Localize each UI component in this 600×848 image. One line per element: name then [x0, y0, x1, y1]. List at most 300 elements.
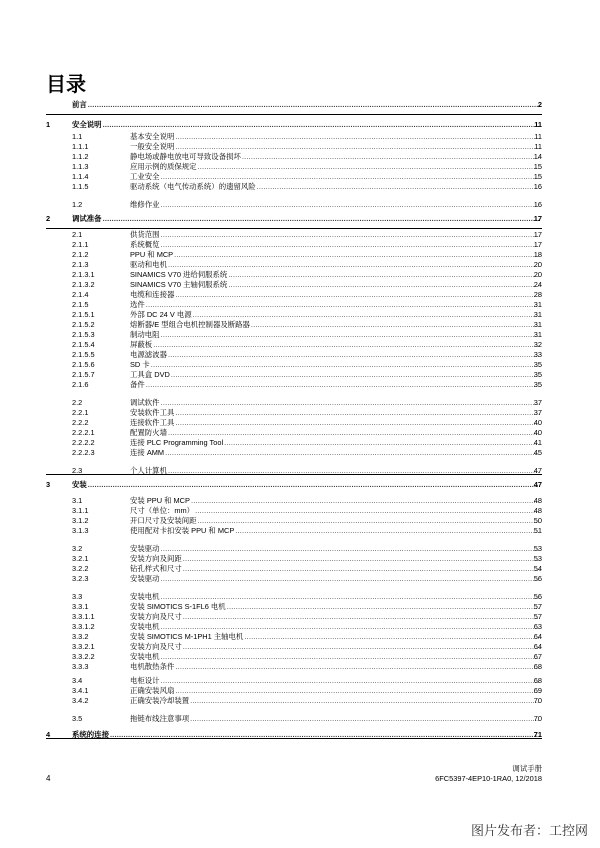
toc-title-line [130, 270, 540, 280]
toc-page-number: 70 [533, 714, 542, 723]
toc-section-number: 3.3.2.1 [72, 642, 95, 651]
toc-entry[interactable] [0, 544, 600, 554]
toc-entry[interactable] [0, 592, 600, 602]
toc-title-line [130, 408, 540, 418]
toc-title: 钻孔样式和尺寸 [130, 564, 182, 573]
toc-section-number: 2.1.5.2 [72, 320, 95, 329]
toc-entry[interactable] [0, 270, 600, 280]
toc-leader-dots [168, 428, 540, 438]
toc-page-number: 64 [533, 642, 542, 651]
toc-title-line [130, 448, 540, 458]
toc-entry[interactable] [0, 200, 600, 210]
toc-entry[interactable] [0, 300, 600, 310]
toc-entry[interactable] [0, 714, 600, 724]
toc-entry[interactable] [0, 182, 600, 192]
toc-entry[interactable] [0, 526, 600, 536]
toc-leader-dots [146, 300, 540, 310]
toc-entry[interactable] [0, 496, 600, 506]
toc-section-number: 2.2.2.2 [72, 438, 95, 447]
toc-entry[interactable] [0, 152, 600, 162]
toc-page-number: 40 [533, 428, 542, 437]
toc-title: 安装软件工具 [130, 408, 175, 417]
toc-title: 制动电阻 [130, 330, 160, 339]
toc-leader-dots [224, 438, 540, 448]
toc-entry[interactable] [0, 554, 600, 564]
toc-leader-dots [175, 662, 540, 672]
chapter-divider [46, 738, 542, 739]
toc-title: 安装方向及尺寸 [130, 642, 182, 651]
toc-title: SINAMICS V70 进给伺服系统 [130, 270, 228, 279]
toc-title-line [130, 516, 540, 526]
toc-page-number: 31 [533, 330, 542, 339]
toc-entry[interactable] [0, 652, 600, 662]
toc-entry[interactable] [0, 408, 600, 418]
toc-entry[interactable] [0, 370, 600, 380]
toc-leader-dots [195, 506, 540, 516]
toc-page-number: 35 [533, 360, 542, 369]
toc-section-number: 2.2 [72, 398, 83, 407]
toc-section-number: 2.1.1 [72, 240, 89, 249]
toc-title-line [130, 330, 540, 340]
chapter-divider [46, 114, 542, 115]
toc-title: 安全说明 [72, 120, 102, 129]
toc-title: 调试准备 [72, 214, 102, 223]
toc-title-line [130, 132, 540, 142]
toc-title-line [130, 320, 540, 330]
toc-title-line [130, 350, 540, 360]
toc-page-number: 70 [533, 696, 542, 705]
toc-section-number: 3.2 [72, 544, 83, 553]
toc-entry[interactable] [0, 602, 600, 612]
toc-section-number: 2.1.3.2 [72, 280, 95, 289]
toc-title-line [130, 602, 540, 612]
toc-title: PPU 和 MCP [130, 250, 174, 259]
toc-title-line [130, 380, 540, 390]
toc-title: 安装驱动 [130, 574, 160, 583]
toc-leader-dots [183, 642, 540, 652]
toc-title: 应用示例的质保规定 [130, 162, 197, 171]
toc-title: 配置防火墙 [130, 428, 167, 437]
toc-leader-dots [103, 214, 540, 224]
toc-title: 调试软件 [130, 398, 160, 407]
toc-page-number: 11 [534, 132, 542, 141]
toc-section-number: 2.1.5.5 [72, 350, 95, 359]
toc-leader-dots [183, 554, 540, 564]
page-title: 目录 [46, 74, 86, 96]
toc-page-number: 40 [533, 418, 542, 427]
toc-section-number: 2.2.1 [72, 408, 89, 417]
toc-section-number: 3.3.1 [72, 602, 89, 611]
toc-title: 系统的连接 [72, 730, 109, 739]
toc-leader-dots [244, 632, 540, 642]
toc-entry[interactable] [0, 280, 600, 290]
toc-leader-dots [242, 152, 540, 162]
toc-leader-dots [161, 240, 540, 250]
toc-title-line [130, 592, 540, 602]
toc-page-number: 17 [533, 230, 542, 239]
toc-title-line [130, 686, 540, 696]
toc-entry[interactable] [0, 250, 600, 260]
toc-leader-dots [183, 564, 540, 574]
toc-leader-dots [257, 182, 540, 192]
toc-page-number: 17 [533, 214, 542, 223]
toc-section-number: 2.3 [72, 466, 83, 475]
toc-title: SD 卡 [130, 360, 150, 369]
toc-page-number: 20 [533, 260, 542, 269]
toc-leader-dots [168, 350, 540, 360]
toc-title: 一般安全说明 [130, 142, 175, 151]
toc-page-number: 35 [533, 370, 542, 379]
toc-section-number: 3.3.1.1 [72, 612, 95, 621]
toc-title-line [130, 676, 540, 686]
toc-entry[interactable] [0, 142, 600, 152]
page-number: 4 [46, 774, 51, 783]
toc-entry[interactable] [0, 290, 600, 300]
toc-title: 基本安全说明 [130, 132, 175, 141]
toc-page-number: 53 [533, 554, 542, 563]
toc-title-line [130, 564, 540, 574]
chapter-divider [46, 228, 542, 229]
toc-section-number: 3.2.1 [72, 554, 89, 563]
toc-title-line [130, 240, 540, 250]
toc-entry[interactable] [0, 506, 600, 516]
toc-section-number: 1.1.2 [72, 152, 89, 161]
toc-title: 电缆和连接器 [130, 290, 175, 299]
toc-title: 个人计算机 [130, 466, 167, 475]
toc-page-number: 68 [533, 662, 542, 671]
toc-section-number: 2.2.2 [72, 418, 89, 427]
toc-section-number: 3.3.1.2 [72, 622, 95, 631]
toc-leader-dots [161, 200, 540, 210]
toc-leader-dots [175, 418, 540, 428]
toc-leader-dots [161, 330, 540, 340]
toc-leader-dots [174, 250, 540, 260]
toc-section-number: 3.1.3 [72, 526, 89, 535]
toc-entry[interactable] [0, 260, 600, 270]
toc-title-line [130, 642, 540, 652]
toc-page-number: 63 [533, 622, 542, 631]
toc-entry[interactable] [0, 480, 600, 490]
toc-leader-dots [183, 612, 540, 622]
toc-section-number: 4 [46, 730, 51, 739]
toc-title: 尺寸（单位：mm） [130, 506, 195, 515]
toc-leader-dots [191, 496, 540, 506]
toc-title-line [130, 310, 540, 320]
toc-title: 安装电机 [130, 652, 160, 661]
toc-page-number: 67 [533, 652, 542, 661]
toc-title-line [130, 622, 540, 632]
toc-entry[interactable] [0, 448, 600, 458]
toc-page-number: 51 [533, 526, 542, 535]
toc-page-number: 15 [533, 172, 542, 181]
toc-title: 正确安装冷却装置 [130, 696, 190, 705]
toc-page-number: 33 [533, 350, 542, 359]
toc-page-number: 69 [533, 686, 542, 695]
toc-page-number: 18 [533, 250, 542, 259]
toc-page-number: 45 [533, 448, 542, 457]
toc-title-line [130, 438, 540, 448]
toc-section-number: 2.1.5.6 [72, 360, 95, 369]
toc-title: 使用配对卡扣安装 PPU 和 MCP [130, 526, 235, 535]
toc-entry[interactable] [0, 320, 600, 330]
toc-title-line [130, 260, 540, 270]
toc-title-line [130, 632, 540, 642]
toc-section-number: 2.1.3.1 [72, 270, 95, 279]
toc-section-number: 3.4 [72, 676, 83, 685]
toc-entry[interactable] [0, 516, 600, 526]
toc-page-number: 64 [533, 632, 542, 641]
toc-title: 连接 AMM [130, 448, 165, 457]
toc-entry[interactable] [0, 310, 600, 320]
toc-page-number: 54 [533, 564, 542, 573]
toc-section-number: 2 [46, 214, 51, 223]
toc-page-number: 56 [533, 574, 542, 583]
toc-entry[interactable] [0, 662, 600, 672]
toc-page-number: 48 [533, 506, 542, 515]
toc-title-line [130, 172, 540, 182]
toc-leader-dots [161, 544, 540, 554]
toc-leader-dots [161, 622, 540, 632]
toc-page-number: 37 [533, 398, 542, 407]
toc-title: 供货范围 [130, 230, 160, 239]
toc-page-number: 56 [533, 592, 542, 601]
toc-section-number: 2.2.2.1 [72, 428, 95, 437]
toc-title-line [130, 230, 540, 240]
toc-section-number: 3.5 [72, 714, 83, 723]
toc-page-number: 17 [533, 240, 542, 249]
toc-title-line [130, 340, 540, 350]
toc-title-line [130, 428, 540, 438]
toc-entry[interactable] [0, 418, 600, 428]
toc-title-line [130, 182, 540, 192]
toc-page-number: 14 [533, 152, 542, 161]
toc-title-line [130, 526, 540, 536]
toc-leader-dots [175, 132, 540, 142]
toc-entry[interactable] [0, 686, 600, 696]
toc-page-number: 48 [533, 496, 542, 505]
toc-entry[interactable] [0, 172, 600, 182]
toc-entry[interactable] [0, 214, 600, 224]
toc-page-number: 28 [533, 290, 542, 299]
toc-page-number: 47 [533, 466, 542, 475]
toc-section-number: 3.3 [72, 592, 83, 601]
publisher-watermark: 图片发布者：工控网 [470, 823, 588, 838]
toc-leader-dots [251, 320, 540, 330]
toc-entry[interactable] [0, 340, 600, 350]
toc-leader-dots [88, 480, 540, 490]
toc-leader-dots [228, 270, 540, 280]
toc-title-line [72, 100, 540, 110]
toc-section-number: 3.4.2 [72, 696, 89, 705]
toc-leader-dots [198, 516, 540, 526]
toc-leader-dots [168, 260, 540, 270]
toc-leader-dots [190, 696, 540, 706]
toc-section-number: 2.1.6 [72, 380, 89, 389]
toc-title-line [130, 290, 540, 300]
toc-page-number: 11 [534, 120, 542, 129]
toc-leader-dots [228, 280, 540, 290]
toc-leader-dots [165, 448, 540, 458]
toc-leader-dots [161, 230, 540, 240]
toc-title-line [130, 574, 540, 584]
toc-page-number: 68 [533, 676, 542, 685]
toc-title: 维修作业 [130, 200, 160, 209]
document-id: 6FC5397-4EP10-1RA0, 12/2018 [435, 774, 542, 783]
toc-page-number: 16 [533, 182, 542, 191]
toc-section-number: 3.3.2.2 [72, 652, 95, 661]
toc-entry[interactable] [0, 438, 600, 448]
toc-section-number: 2.1.2 [72, 250, 89, 259]
toc-leader-dots [175, 686, 540, 696]
toc-page-number: 11 [534, 142, 542, 151]
toc-page-number: 57 [533, 612, 542, 621]
toc-title: 连接 PLC Programming Tool [130, 438, 224, 447]
toc-entry[interactable] [0, 100, 600, 110]
toc-title-line [130, 652, 540, 662]
toc-leader-dots [175, 408, 540, 418]
toc-title-line [130, 300, 540, 310]
toc-title-line [130, 398, 540, 408]
toc-entry[interactable] [0, 230, 600, 240]
toc-title: 安装 [72, 480, 87, 489]
toc-title-line [130, 418, 540, 428]
toc-title: SINAMICS V70 主轴伺服系统 [130, 280, 228, 289]
toc-leader-dots [161, 172, 540, 182]
toc-title: 安装方向及间距 [130, 554, 182, 563]
toc-title: 备件 [130, 380, 145, 389]
toc-section-number: 3.1.1 [72, 506, 89, 515]
toc-section-number: 3 [46, 480, 51, 489]
toc-page-number: 50 [533, 516, 542, 525]
toc-section-number: 1.2 [72, 200, 83, 209]
toc-title: 驱动系统（电气传动系统）的遗留风险 [130, 182, 256, 191]
toc-section-number: 3.3.2 [72, 632, 89, 641]
toc-title: 开口尺寸及安装间距 [130, 516, 197, 525]
toc-title: 工具盒 DVD [130, 370, 170, 379]
toc-leader-dots [161, 676, 540, 686]
toc-title-line [130, 370, 540, 380]
toc-leader-dots [146, 380, 540, 390]
toc-leader-dots [103, 120, 540, 130]
toc-page-number: 57 [533, 602, 542, 611]
toc-title: 前言 [72, 100, 87, 109]
toc-title-line [72, 214, 540, 224]
toc-title-line [130, 152, 540, 162]
toc-page-number: 41 [533, 438, 542, 447]
toc-title: 安装方向及尺寸 [130, 612, 182, 621]
toc-entry[interactable] [0, 398, 600, 408]
toc-page-number: 15 [533, 162, 542, 171]
toc-entry[interactable] [0, 696, 600, 706]
toc-section-number: 3.2.3 [72, 574, 89, 583]
toc-page-number: 24 [533, 280, 542, 289]
toc-title: 拖链布线注意事项 [130, 714, 190, 723]
toc-leader-dots [235, 526, 540, 536]
toc-leader-dots [193, 310, 540, 320]
toc-title: 选件 [130, 300, 145, 309]
toc-leader-dots [161, 652, 540, 662]
toc-entry[interactable] [0, 350, 600, 360]
toc-section-number: 1.1.5 [72, 182, 89, 191]
toc-title: 电机散热条件 [130, 662, 175, 671]
toc-leader-dots [227, 602, 540, 612]
toc-section-number: 3.3.3 [72, 662, 89, 671]
toc-entry[interactable] [0, 622, 600, 632]
manual-name: 调试手册 [512, 764, 542, 773]
toc-entry[interactable] [0, 132, 600, 142]
toc-section-number: 2.1 [72, 230, 83, 239]
toc-title: 安装 SIMOTICS M-1PH1 主轴电机 [130, 632, 244, 641]
toc-section-number: 2.1.5 [72, 300, 89, 309]
toc-title: 安装 PPU 和 MCP [130, 496, 190, 505]
toc-page-number: 37 [533, 408, 542, 417]
toc-entry[interactable] [0, 612, 600, 622]
toc-title: 工业安全 [130, 172, 160, 181]
toc-title-line [130, 360, 540, 370]
toc-section-number: 2.1.3 [72, 260, 89, 269]
toc-section-number: 2.1.5.7 [72, 370, 95, 379]
toc-page-number: 32 [533, 340, 542, 349]
toc-title-line [130, 200, 540, 210]
toc-entry[interactable] [0, 240, 600, 250]
toc-section-number: 3.4.1 [72, 686, 89, 695]
toc-title: 屏蔽板 [130, 340, 153, 349]
toc-leader-dots [175, 142, 540, 152]
toc-leader-dots [171, 370, 540, 380]
toc-page-number: 31 [533, 310, 542, 319]
toc-leader-dots [190, 714, 540, 724]
toc-entry[interactable] [0, 564, 600, 574]
toc-entry[interactable] [0, 162, 600, 172]
toc-entry[interactable] [0, 676, 600, 686]
toc-entry[interactable] [0, 428, 600, 438]
toc-leader-dots [161, 592, 540, 602]
toc-title-line [130, 496, 540, 506]
toc-section-number: 2.1.5.4 [72, 340, 95, 349]
toc-leader-dots [151, 360, 540, 370]
toc-title-line [130, 142, 540, 152]
toc-entry[interactable] [0, 120, 600, 130]
toc-entry[interactable] [0, 330, 600, 340]
toc-title: 外部 DC 24 V 电源 [130, 310, 192, 319]
toc-entry[interactable] [0, 632, 600, 642]
toc-section-number: 3.1 [72, 496, 83, 505]
toc-title: 连接软件工具 [130, 418, 175, 427]
toc-title-line [130, 554, 540, 564]
toc-section-number: 2.2.2.3 [72, 448, 95, 457]
toc-section-number: 2.1.5.3 [72, 330, 95, 339]
toc-entry[interactable] [0, 574, 600, 584]
toc-title: 静电场或静电放电可导致设备损坏 [130, 152, 241, 161]
toc-section-number: 3.2.2 [72, 564, 89, 573]
toc-title-line [130, 612, 540, 622]
toc-page-number: 16 [533, 200, 542, 209]
toc-title: 电柜设计 [130, 676, 160, 685]
toc-page-number: 53 [533, 544, 542, 553]
toc-title: 正确安装风扇 [130, 686, 175, 695]
toc-entry[interactable] [0, 642, 600, 652]
toc-title: 安装电机 [130, 622, 160, 631]
toc-page-number: 71 [533, 730, 542, 739]
toc-title: 熔断器/E 型组合电机控制器及断路器 [130, 320, 250, 329]
toc-title: 安装电机 [130, 592, 160, 601]
toc-section-number: 2.1.4 [72, 290, 89, 299]
toc-entry[interactable] [0, 380, 600, 390]
toc-title-line [130, 162, 540, 172]
toc-title-line [130, 696, 540, 706]
toc-title: 安装 SIMOTICS S-1FL6 电机 [130, 602, 226, 611]
toc-entry[interactable] [0, 360, 600, 370]
